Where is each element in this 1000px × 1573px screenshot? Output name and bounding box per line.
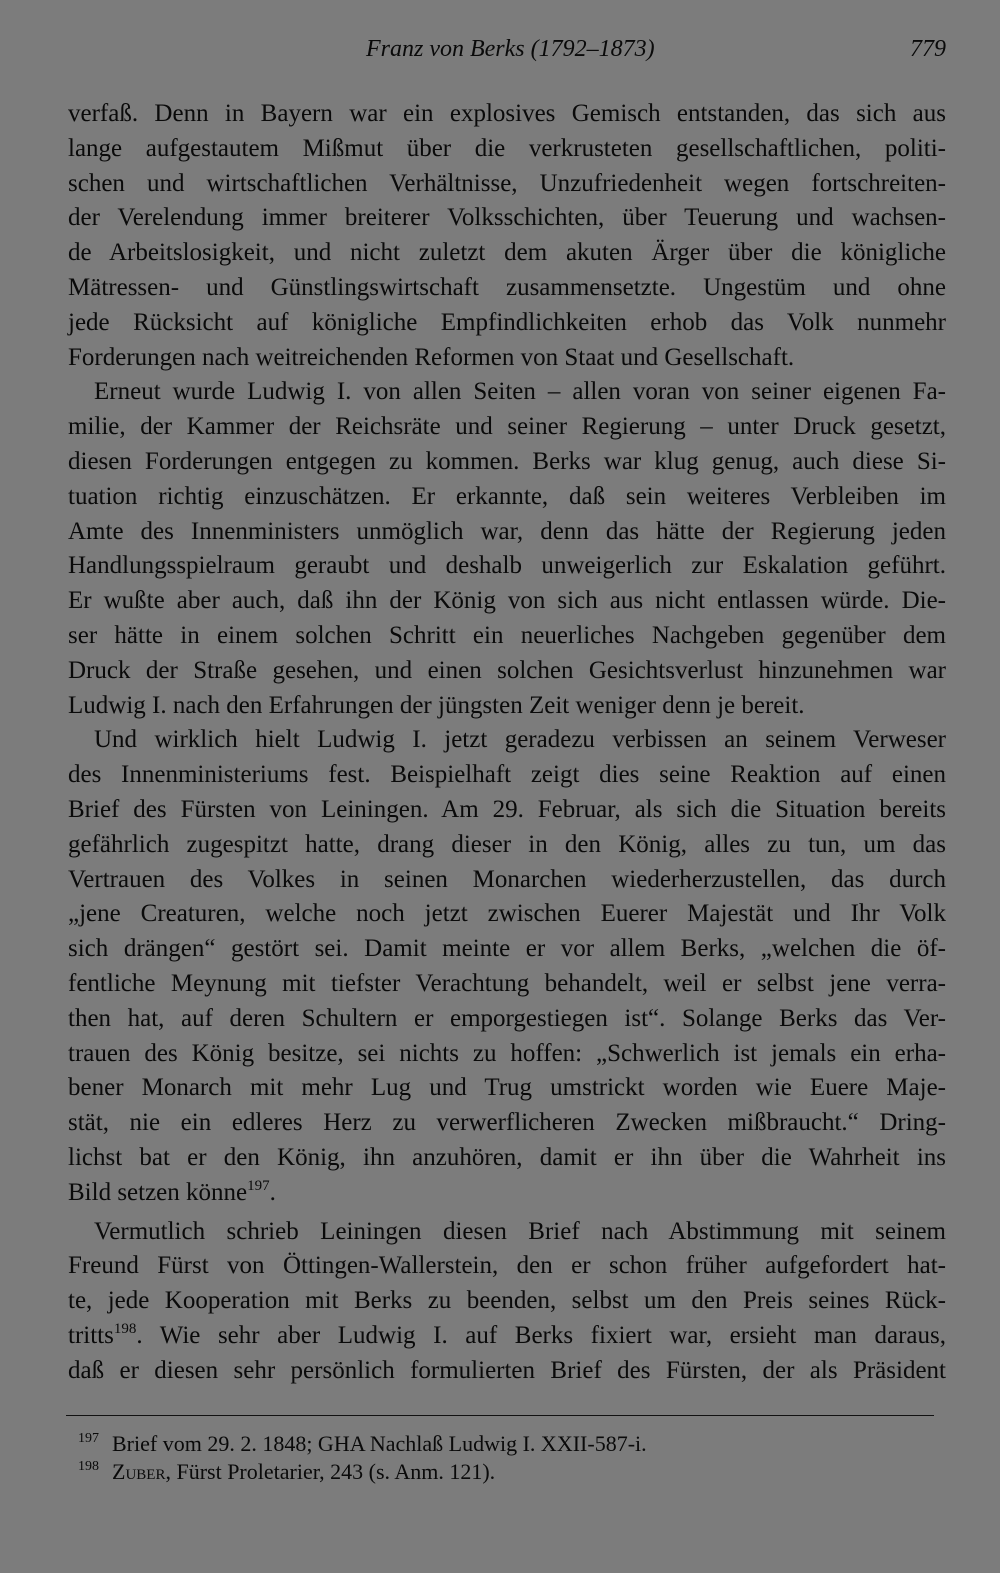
text-line: verfaß. Denn in Bayern war ein explosives Gemisch entstanden, das sich aus	[68, 100, 946, 127]
footnote-198: 198 Zuber, Fürst Proletarier, 243 (s. Anm. 121).	[78, 1459, 496, 1484]
text-fragment: Bild setzen könne	[68, 1178, 248, 1206]
text-line: trauen des König besitze, sei nichts zu hoffen: „Schwerlich ist jemals ein erha-	[68, 1039, 946, 1067]
text-line: fentliche Meynung mit tiefster Verachtung behandelt, weil er selbst jene verra-	[68, 969, 946, 997]
text-line: then hat, auf deren Schultern er emporgestiegen ist“. Solange Berks das Ver-	[68, 1004, 946, 1032]
text-line: Amte des Innenministers unmöglich war, denn das hätte der Regierung jeden	[68, 517, 946, 545]
page-number: 779	[910, 36, 946, 62]
text-line: Und wirklich hielt Ludwig I. jetzt geradezu verbissen an seinem Verweser	[94, 726, 946, 754]
footnotes	[78, 1430, 938, 1486]
text-line: des Innenministeriums fest. Beispielhaft zeigt dies seine Reaktion auf einen	[68, 761, 946, 789]
paragraph-1	[68, 97, 946, 375]
text-fragment: .	[269, 1178, 276, 1206]
text-line: stät, nie ein edleres Herz zu verwerflicheren Zwecken mißbraucht.“ Dring-	[68, 1109, 946, 1137]
text-fragment: tritts	[68, 1321, 114, 1349]
paragraph-3	[68, 723, 946, 1210]
text-line: ser hätte in einem solchen Schritt ein neuerliches Nachgeben gegenüber dem	[68, 621, 946, 649]
text-line: Mätressen- und Günstlingswirtschaft zusammensetzte. Ungestüm und ohne	[68, 273, 946, 301]
text-line: gefährlich zugespitzt hatte, drang dieser in den König, alles zu tun, um das	[68, 830, 946, 858]
text-line: Vermutlich schrieb Leiningen diesen Brief nach Abstimmung mit seinem	[94, 1217, 946, 1245]
text-line: daß er diesen sehr persönlich formulierten Brief des Fürsten, der als Präsident	[68, 1356, 946, 1384]
text-line: Handlungsspielraum geraubt und deshalb unweigerlich zur Eskalation geführt.	[68, 552, 946, 580]
text-line: diesen Forderungen entgegen zu kommen. Berks war klug genug, auch diese Si-	[68, 447, 946, 475]
text-line: tuation richtig einzuschätzen. Er erkannte, daß sein weiteres Verbleiben im	[68, 482, 946, 510]
text-line: Forderungen nach weitreichenden Reformen von Staat und Gesellschaft.	[68, 343, 795, 371]
text-line: Freund Fürst von Öttingen-Wallerstein, den er schon früher aufgefordert hat-	[68, 1252, 946, 1280]
text-line: schen und wirtschaftlichen Verhältnisse, Unzufriedenheit wegen fortschreiten-	[68, 169, 946, 197]
text-line: te, jede Kooperation mit Berks zu beenden, selbst um den Preis seines Rück-	[68, 1287, 946, 1315]
text-line: lichst bat er den König, ihn anzuhören, damit er ihn über die Wahrheit ins	[68, 1143, 946, 1171]
footnote-197: 197 Brief vom 29. 2. 1848; GHA Nachlaß Ludwig I. XXII-587-i.	[78, 1431, 647, 1456]
text-line: lange aufgestautem Mißmut über die verkrusteten gesellschaftlichen, politi-	[68, 134, 946, 162]
text-line: milie, der Kammer der Reichsräte und seiner Regierung – unter Druck gesetzt,	[68, 413, 946, 441]
footnote-text: Brief vom 29. 2. 1848; GHA Nachlaß Ludwig I. XXII-587-i.	[112, 1431, 647, 1456]
text-line: Erneut wurde Ludwig I. von allen Seiten – allen voran von seiner eigenen Fa-	[94, 378, 946, 406]
text-line: „jene Creaturen, welche noch jetzt zwischen Euerer Majestät und Ihr Volk	[68, 900, 946, 928]
text-line: Brief des Fürsten von Leiningen. Am 29. Februar, als sich die Situation bereits	[68, 795, 946, 823]
running-title: Franz von Berks (1792–1873)	[366, 36, 655, 62]
text-line: Druck der Straße gesehen, und einen solchen Gesichtsverlust hinzunehmen war	[68, 656, 946, 684]
text-line: Ludwig I. nach den Erfahrungen der jüngsten Zeit weniger denn je bereit.	[68, 691, 805, 719]
footnote-author: Zuber	[112, 1459, 166, 1484]
footnote-ref-197[interactable]: 197	[247, 1177, 270, 1194]
footnote-divider	[66, 1415, 934, 1416]
footnote-ref-198[interactable]: 198	[113, 1320, 137, 1337]
text-line: sich drängen“ gestört sei. Damit meinte er vor allem Berks, „welchen die öf-	[68, 935, 946, 963]
text-line: der Verelendung immer breiterer Volksschichten, über Teuerung und wachsen-	[68, 204, 946, 232]
running-head	[68, 34, 946, 68]
text-line: Er wußte aber auch, daß ihn der König von sich aus nicht entlassen würde. Die-	[68, 587, 946, 615]
text-line	[68, 1176, 946, 1211]
footnote-text: , Fürst Proletarier, 243 (s. Anm. 121).	[165, 1459, 496, 1484]
text-line: Vertrauen des Volkes in seinen Monarchen wiederherzustellen, das durch	[68, 865, 946, 893]
paragraph-4	[68, 1215, 946, 1389]
body-text	[68, 97, 946, 1388]
text-line: de Arbeitslosigkeit, und nicht zuletzt dem akuten Ärger über die königliche	[68, 239, 946, 267]
text-line: bener Monarch mit mehr Lug und Trug umstrickt worden wie Euere Maje-	[68, 1074, 946, 1102]
text-line: jede Rücksicht auf königliche Empfindlichkeiten erhob das Volk nunmehr	[68, 308, 946, 336]
text-line	[68, 1319, 946, 1354]
paragraph-2	[68, 375, 946, 723]
text-fragment: . Wie sehr aber Ludwig I. auf Berks fixiert war, ersieht man daraus,	[136, 1321, 946, 1349]
